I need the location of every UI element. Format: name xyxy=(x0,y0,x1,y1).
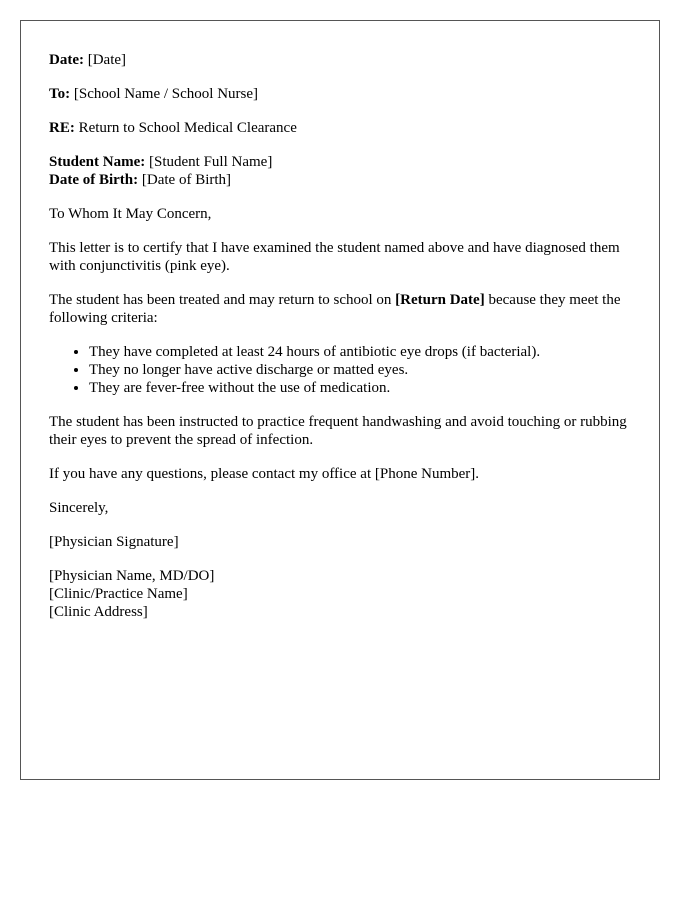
physician-name: [Physician Name, MD/DO] xyxy=(49,568,215,584)
certification-paragraph: This letter is to certify that I have examined the student named above and have diagnosed them with conjunctivitis (pink eye). xyxy=(49,240,620,274)
to-label: To: xyxy=(49,86,71,102)
to-line xyxy=(49,85,631,103)
student-info xyxy=(49,153,631,189)
student-name-value: [Student Full Name] xyxy=(149,154,273,170)
date-label: Date: xyxy=(49,52,84,68)
re-label: RE: xyxy=(49,120,75,136)
signature: [Physician Signature] xyxy=(49,534,179,550)
list-item: • They no longer have active discharge or matted eyes. xyxy=(89,361,631,379)
return-text-before: The student has been treated and may return to school on xyxy=(49,292,396,308)
dob-label: Date of Birth: xyxy=(49,172,139,188)
student-name-label: Student Name: xyxy=(49,154,146,170)
salutation: To Whom It May Concern, xyxy=(49,206,212,222)
return-date: [Return Date] xyxy=(395,292,485,308)
re-line xyxy=(49,119,631,137)
list-item: • They have completed at least 24 hours of antibiotic eye drops (if bacterial). xyxy=(89,343,631,361)
clinic-name: [Clinic/Practice Name] xyxy=(49,586,188,602)
clinic-address: [Clinic Address] xyxy=(49,604,148,620)
return-date-paragraph xyxy=(49,291,631,327)
handwashing-paragraph: The student has been instructed to practice frequent handwashing and avoid touching or rubbing their eyes to prevent the spread of infection. xyxy=(49,414,627,448)
dob-line xyxy=(49,171,631,189)
list-item: • They are fever-free without the use of medication. xyxy=(89,379,631,397)
to-value: [School Name / School Nurse] xyxy=(73,86,259,102)
closing: Sincerely, xyxy=(49,500,109,516)
date-value: [Date] xyxy=(87,52,127,68)
criteria-list xyxy=(49,343,631,397)
physician-block xyxy=(49,567,631,621)
contact-paragraph: If you have any questions, please contact my office at [Phone Number]. xyxy=(49,466,480,482)
date-line xyxy=(49,51,631,69)
student-name-line xyxy=(49,153,631,171)
letter-document xyxy=(20,20,660,780)
re-value: Return to School Medical Clearance xyxy=(78,120,297,136)
return-text-after: because they meet the following criteria: xyxy=(49,292,621,326)
dob-value: [Date of Birth] xyxy=(141,172,232,188)
